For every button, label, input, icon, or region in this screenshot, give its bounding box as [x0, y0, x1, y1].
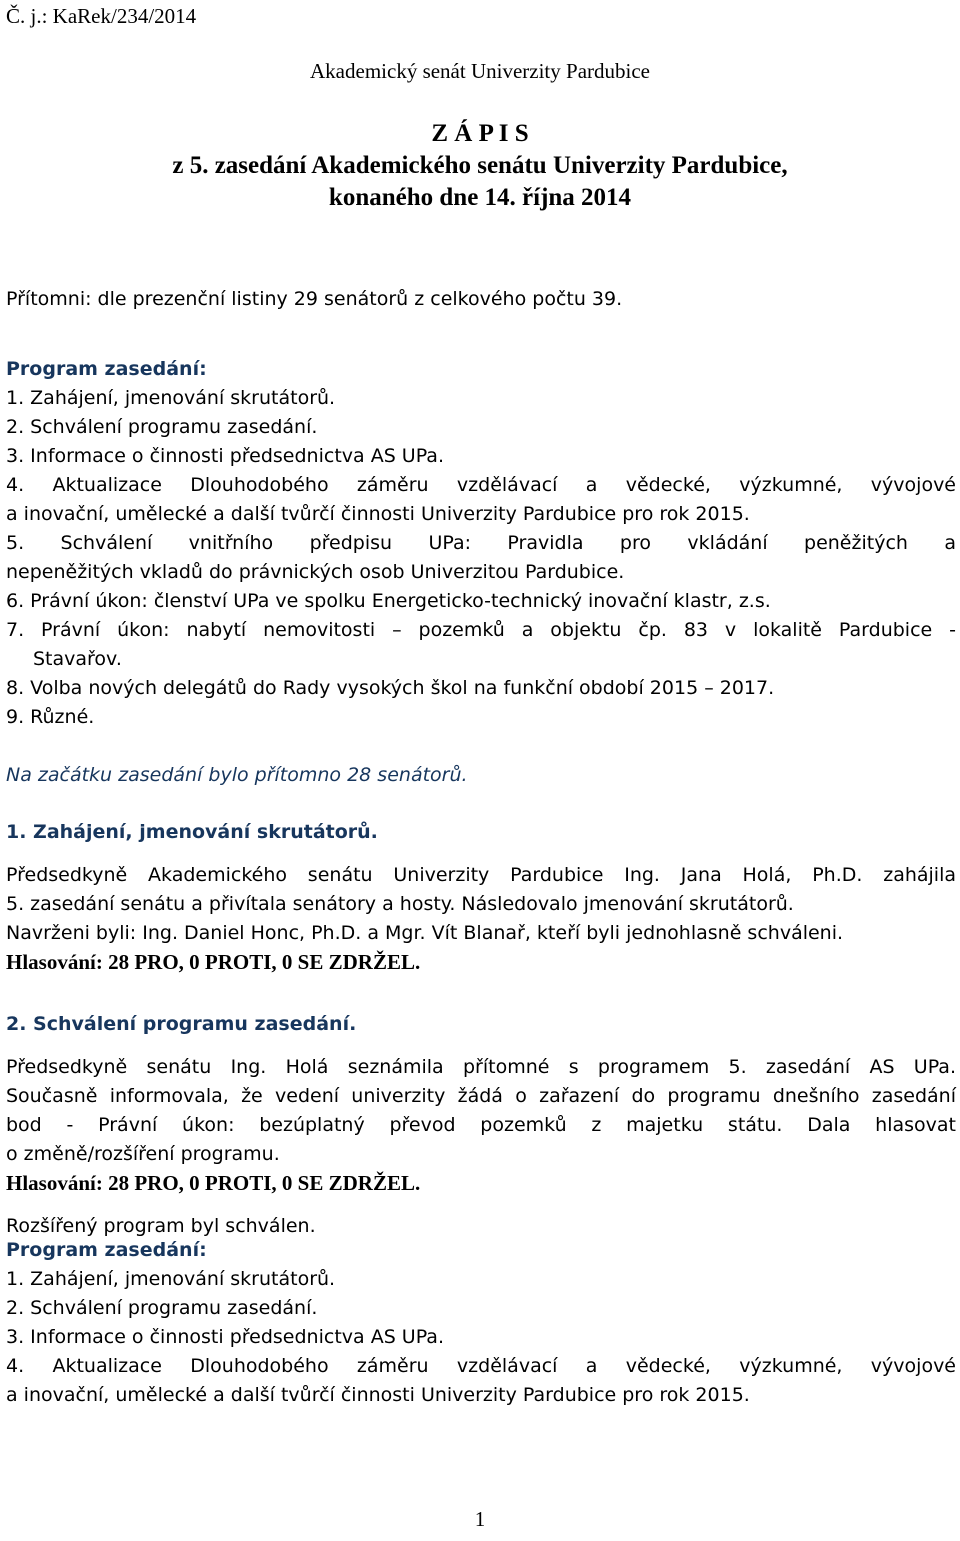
program-2-item-3: 3. Informace o činnosti předsednictva AS UPa.	[6, 1326, 444, 1348]
section-1-line-1: Předsedkyně Akademického senátu Univerzity Pardubice Ing. Jana Holá, Ph.D. zahájila	[6, 864, 956, 886]
document-title	[0, 118, 960, 214]
section-1-heading: 1. Zahájení, jmenování skrutátorů.	[6, 821, 378, 843]
section-2-line-3: bod - Právní úkon: bezúplatný převod pozemků z majetku státu. Dala hlasovat	[6, 1114, 956, 1136]
section-2	[6, 1010, 956, 1241]
program-list-2	[6, 1236, 956, 1410]
program-item-4-line-2: a inovační, umělecké a další tvůrčí činnosti Univerzity Pardubice pro rok 2015.	[6, 503, 750, 525]
section-2-line-4: o změně/rozšíření programu.	[6, 1143, 280, 1165]
program-item-7-line-1: 7. Právní úkon: nabytí nemovitosti – pozemků a objektu čp. 83 v lokalitě Pardubice -	[6, 619, 956, 641]
section-2-line-1: Předsedkyně senátu Ing. Holá seznámila přítomné s programem 5. zasedání AS UPa.	[6, 1056, 956, 1078]
program-item-5-line-1: 5. Schválení vnitřního předpisu UPa: Pravidla pro vkládání peněžitých a	[6, 532, 956, 554]
title-line-1: Z Á P I S	[431, 120, 529, 147]
attendance-text: Přítomni: dle prezenční listiny 29 senátorů z celkového počtu 39.	[6, 288, 623, 310]
section-1-line-3: Navrženi byli: Ing. Daniel Honc, Ph.D. a Mgr. Vít Blanař, kteří byli jednohlasně schváleni.	[6, 922, 844, 944]
program-item-8: 8. Volba nových delegátů do Rady vysokých škol na funkční období 2015 – 2017.	[6, 677, 775, 699]
program-item-4-line-1: 4. Aktualizace Dlouhodobého záměru vzdělávací a vědecké, výzkumné, vývojové	[6, 474, 956, 496]
section-2-vote: Hlasování: 28 PRO, 0 PROTI, 0 SE ZDRŽEL.	[6, 1171, 421, 1195]
section-1-line-2: 5. zasedání senátu a přivítala senátory a hosty. Následovalo jmenování skrutátorů.	[6, 893, 794, 915]
institution-name: Akademický senát Univerzity Pardubice	[310, 59, 650, 83]
program-item-6: 6. Právní úkon: členství UPa ve spolku Energeticko-technický inovační klastr, z.s.	[6, 590, 771, 612]
program-item-1: 1. Zahájení, jmenování skrutátorů.	[6, 387, 336, 409]
start-note: Na začátku zasedání bylo přítomno 28 senátorů.	[6, 764, 468, 786]
program-heading: Program zasedání:	[6, 358, 207, 380]
section-2-result: Rozšířený program byl schválen.	[6, 1215, 316, 1237]
section-1-vote: Hlasování: 28 PRO, 0 PROTI, 0 SE ZDRŽEL.	[6, 950, 421, 974]
section-1	[6, 818, 956, 977]
program-2-item-2: 2. Schválení programu zasedání.	[6, 1297, 318, 1319]
program-item-2: 2. Schválení programu zasedání.	[6, 416, 318, 438]
program-list	[6, 355, 956, 732]
title-line-3: konaného dne 14. října 2014	[328, 184, 632, 211]
program-2-item-4-line-2: a inovační, umělecké a další tvůrčí činnosti Univerzity Pardubice pro rok 2015.	[6, 1384, 750, 1406]
program-item-3: 3. Informace o činnosti předsednictva AS UPa.	[6, 445, 444, 467]
program-item-9: 9. Různé.	[6, 706, 95, 728]
section-2-heading: 2. Schválení programu zasedání.	[6, 1013, 357, 1035]
program-2-item-4-line-1: 4. Aktualizace Dlouhodobého záměru vzdělávací a vědecké, výzkumné, vývojové	[6, 1355, 956, 1377]
program-2-item-1: 1. Zahájení, jmenování skrutátorů.	[6, 1268, 336, 1290]
page-number: 1	[474, 1507, 486, 1531]
title-line-2: z 5. zasedání Akademického senátu Univerzity Pardubice,	[172, 152, 788, 179]
section-2-line-2: Současně informovala, že vedení univerzity žádá o zařazení do programu dnešního zasedání	[6, 1085, 956, 1107]
program-2-heading: Program zasedání:	[6, 1239, 207, 1261]
program-item-7-line-2: Stavařov.	[33, 648, 122, 670]
program-item-5-line-2: nepeněžitých vkladů do právnických osob Univerzitou Pardubice.	[6, 561, 625, 583]
reference-number: Č. j.: KaRek/234/2014	[6, 4, 197, 28]
